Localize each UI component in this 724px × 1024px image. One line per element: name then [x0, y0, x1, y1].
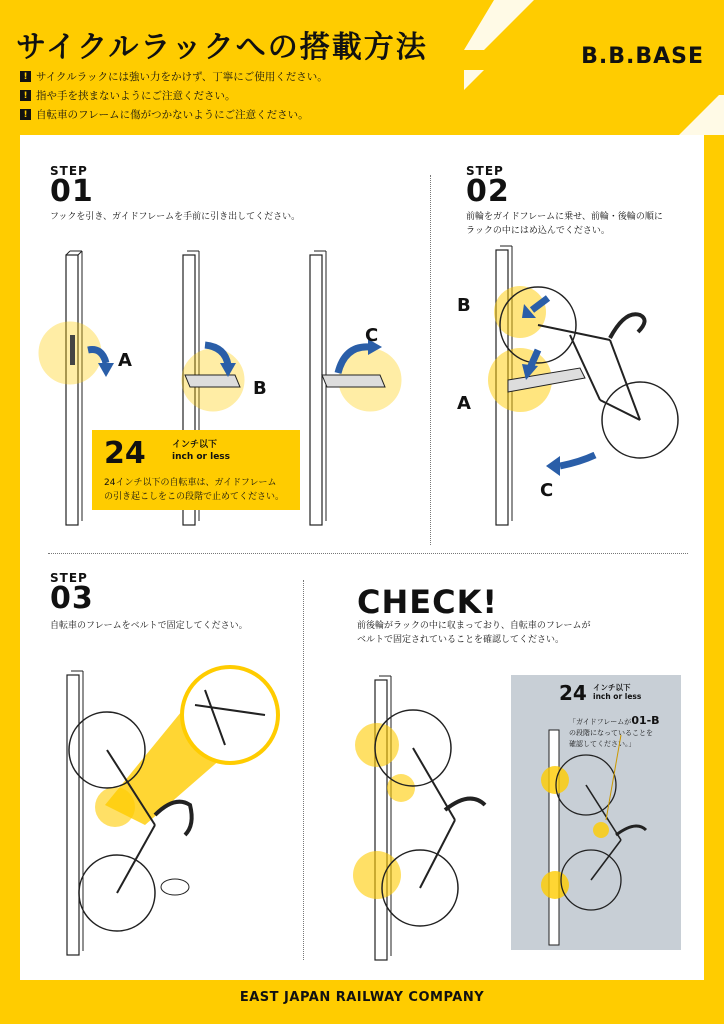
exclamation-icon: !: [20, 71, 31, 82]
step-02-letter-c: C: [540, 480, 554, 501]
caution-notes: [20, 70, 328, 127]
caution-note-text: サイクルラックには強い力をかけず、丁寧にご使用ください。: [36, 71, 328, 83]
box-note-line: の段階になっていることを: [569, 729, 653, 737]
step-label: STEP: [50, 571, 88, 585]
step-02-description-line: ラックの中にはめ込んでください。: [466, 226, 610, 236]
brand-area: [464, 0, 724, 135]
box-note-line: 確認してください。」: [569, 740, 636, 748]
callout-size-number: 24: [104, 436, 146, 471]
caution-note: [20, 89, 328, 102]
exclamation-icon: !: [20, 109, 31, 120]
check-description-line: 前後輪がラックの中に収まっており、自転車のフレームが: [357, 621, 591, 631]
box-note-code: 01-B: [631, 714, 660, 727]
callout-size-ja: インチ以下: [172, 440, 218, 450]
check-24-inch-box: [511, 675, 681, 950]
divider-vertical: [303, 580, 304, 960]
caution-note: [20, 70, 328, 83]
step-02-letter-a: A: [457, 393, 471, 414]
divider-vertical: [430, 175, 431, 545]
instructions-panel: [20, 135, 704, 980]
check-description-line: ベルトで固定されていることを確認してください。: [357, 635, 565, 645]
footer-company: EAST JAPAN RAILWAY COMPANY: [239, 990, 485, 1005]
step-number: 03: [50, 581, 94, 616]
check-illustration: [345, 670, 495, 960]
caution-note-text: 自転車のフレームに傷がつかないようにご注意ください。: [36, 109, 309, 121]
step-02-letter-b: B: [457, 295, 471, 316]
caution-note-text: 指や手を挟まないようにご注意ください。: [36, 90, 236, 102]
check-title: CHECK!: [357, 583, 498, 621]
step-01-letter-b: B: [253, 378, 267, 399]
caution-note: [20, 108, 328, 121]
callout-text-line: の引き起こしをこの段階で止めてください。: [104, 492, 285, 502]
step-03-illustration: [45, 665, 295, 965]
step-01-letter-a: A: [118, 350, 132, 371]
step-number: 02: [466, 174, 510, 209]
header: [0, 0, 724, 135]
box-size-ja: インチ以下: [593, 683, 631, 692]
callout-size-en: inch or less: [172, 452, 231, 462]
step-number: 01: [50, 174, 94, 209]
page-title: サイクルラックへの搭載方法: [16, 30, 428, 65]
brand-logo: B.B.BASE: [581, 44, 704, 69]
step-01-letter-c: C: [365, 325, 379, 346]
step-label: STEP: [466, 164, 504, 178]
step-03-heading: [50, 572, 94, 614]
step-03-description: 自転車のフレームをベルトで固定してください。: [50, 621, 248, 631]
step-label: STEP: [50, 164, 88, 178]
step-01-callout: [92, 430, 300, 510]
exclamation-icon: !: [20, 90, 31, 101]
box-size-number: 24: [559, 681, 587, 705]
box-size-en: inch or less: [593, 692, 642, 701]
step-02-illustration: [460, 240, 700, 530]
step-02-heading: [466, 165, 510, 207]
step-01-heading: [50, 165, 94, 207]
box-illustration: [511, 730, 681, 950]
callout-text-line: 24インチ以下の自転車は、ガイドフレーム: [104, 478, 277, 488]
step-01-description: フックを引き、ガイドフレームを手前に引き出してください。: [50, 212, 301, 222]
step-02-description-line: 前輪をガイドフレームに乗せ、前輪・後輪の順に: [466, 212, 663, 222]
divider-horizontal: [48, 553, 688, 554]
box-note-prefix: 「ガイドフレームが: [569, 718, 632, 726]
